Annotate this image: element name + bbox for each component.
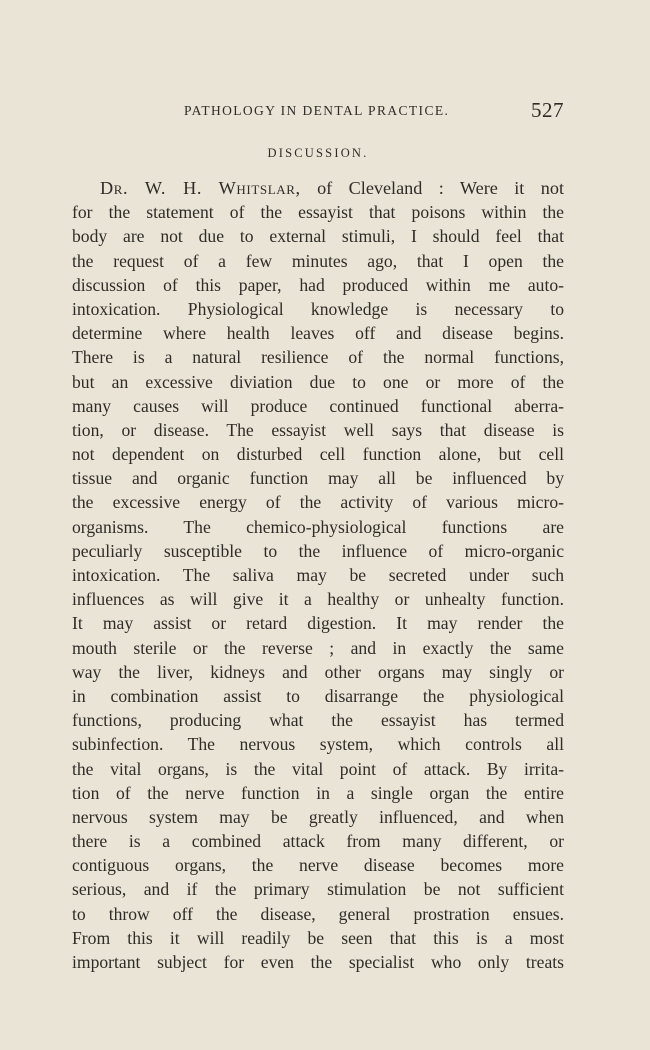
text-line: functions, producing what the essayist has termed [72,710,564,731]
text-line: tion, or disease. The essayist well says that disease is [72,419,564,440]
text-line: many causes will produce continued functional aberra- [72,395,564,416]
text-line: important subject for even the specialist who only treats [72,952,564,972]
text-line: but an excessive diviation due to one or more of the [72,371,564,392]
text-line: peculiarly susceptible to the influence of micro-organic [72,540,564,561]
section-heading: DISCUSSION. [267,146,369,160]
text-line: nervous system may be greatly influenced, and when [72,806,564,827]
text-line: intoxication. The saliva may be secreted under such [72,565,564,585]
text-line: there is a combined attack from many different, or [72,831,564,852]
text-line: subinfection. The nervous system, which controls all [72,734,564,755]
text-line: determine where health leaves off and disease begins. [72,323,564,344]
text-line: It may assist or retard digestion. It may render the [72,613,564,634]
text-line: in combination assist to disarrange the physiological [72,685,564,706]
text-line: organisms. The chemico-physiological functions are [72,516,564,537]
text-line: There is a natural resilience of the normal functions, [72,347,564,368]
text-line: intoxication. Physiological knowledge is necessary to [72,298,564,319]
text-line: mouth sterile or the reverse ; and in exactly the same [72,637,564,658]
text-line: body are not due to external stimuli, I should feel that [72,226,564,247]
text-line: discussion of this paper, had produced within me auto- [72,274,564,295]
text-line [72,176,564,200]
text-line: From this it will readily be seen that this is a most [72,927,564,948]
running-head [74,98,564,126]
text-line: the vital organs, is the vital point of attack. By irrita- [72,758,564,779]
running-title: PATHOLOGY IN DENTAL PRACTICE. [184,103,450,118]
speaker-name: Dr. W. H. Whitslar, [100,178,301,198]
text-line: serious, and if the primary stimulation be not sufficient [72,879,564,900]
text-line: for the statement of the essayist that poisons within the [72,202,564,223]
discussion-paragraph [72,176,564,974]
text-line: influences as will give it a healthy or unhealty function. [72,589,564,610]
text-line: contiguous organs, the nerve disease becomes more [72,855,564,876]
text-line-content: of Cleveland : Were it not [300,178,564,198]
text-line: to throw off the disease, general prostration ensues. [72,903,564,924]
text-line: tion of the nerve function in a single organ the entire [72,782,564,803]
text-line: tissue and organic function may all be influenced by [72,468,564,489]
text-line: the excessive energy of the activity of various micro- [72,492,564,513]
text-line: not dependent on disturbed cell function alone, but cell [72,444,564,465]
text-line: the request of a few minutes ago, that I open the [72,250,564,271]
text-line: way the liver, kidneys and other organs may singly or [72,661,564,682]
page-number: 527 [531,98,564,122]
